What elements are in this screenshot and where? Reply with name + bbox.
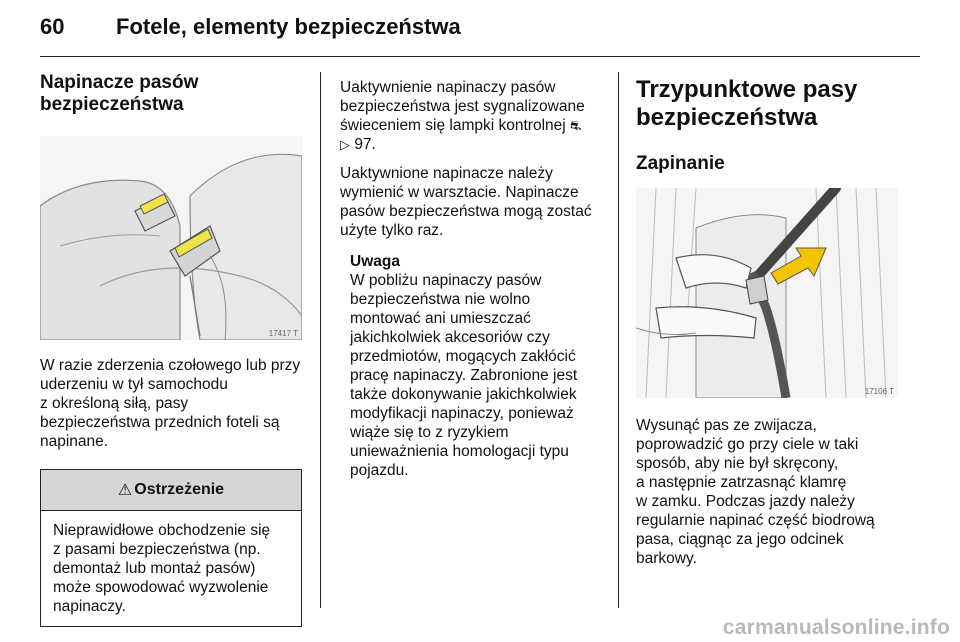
warning-box [40,469,302,627]
column-divider-2 [618,72,619,608]
note-title: Uwaga [350,253,400,270]
fastening-instructions: Wysunąć pas ze zwijacza, poprowadzić go przy ciele w taki sposób, aby nie był skręcony, a następnie zatrzasnąć klamrę w zamku. Podczas jazdy należy regularnie napinać część biodrową pasa, ciągnąc za jego odcinek barkowy. [636,417,875,567]
chapter-title: Fotele, elementy bezpieczeństwa [116,14,461,39]
activation-text: Uaktywnienie napinaczy pasów bezpieczeństwa jest sygnalizowane świeceniem się lampki kontrolnej [340,79,585,134]
warning-title: Ostrzeżenie [134,481,225,498]
page-reference: 97. [354,136,376,153]
activation-paragraph [340,78,602,154]
pretensioner-illustration [40,136,302,340]
replacement-paragraph: Uaktywnione napinacze należy wymienić w warsztacie. Napinacze pasów bezpieczeństwa mogą zostać użyte tylko raz. [340,165,592,239]
warning-triangle-icon: ⚠ [117,482,133,499]
note-block [340,252,602,480]
column-right [636,76,906,568]
pretensioner-description: W razie zderzenia czołowego lub przy uderzeniu w tył samochodu z określoną siłą, pasy bezpieczeństwa przednich foteli są napinane. [40,357,301,450]
column-divider-1 [320,72,321,608]
column-left [40,72,302,627]
section-heading-seatbelt-pretensioners: Napinacze pasów bezpieczeństwa [40,72,199,115]
figure-code: 17417 T [268,329,298,338]
warning-body: Nieprawidłowe obchodzenie się z pasami bezpieczeństwa (np. demontaż lub montaż pasów) może spowodować wyzwolenie napinaczy. [53,522,271,615]
note-body: W pobliżu napinaczy pasów bezpieczeństwa nie wolno montować ani umieszczać jakichkolwiek akcesoriów czy przedmiotów, mogących zakłócić pracę napinaczy. Zabronione jest także dokonywanie jakichkolwiek modyfikacji napinaczy, ponieważ wiąże się to z ryzykiem unieważnienia homologacji typu pojazdu. [350,272,578,479]
figure-code: 17106 T [864,387,894,396]
header-divider [40,56,920,57]
page-number: 60 [40,14,65,39]
section-heading-three-point-belts: Trzypunktowe pasy bezpieczeństwa [636,76,858,131]
subheading-fastening: Zapinanie [636,153,725,174]
watermark: carmanualsonline.info [722,616,950,639]
belt-fastening-drawing [636,188,898,398]
page-reference-icon: ▷ [340,137,350,152]
page-header [40,14,920,44]
warning-header [41,470,301,511]
pretensioner-warning-lamp-icon: ⛐ [570,118,582,133]
fastening-illustration [636,188,898,398]
column-middle [340,78,602,480]
seat-buckle-drawing [40,136,302,340]
